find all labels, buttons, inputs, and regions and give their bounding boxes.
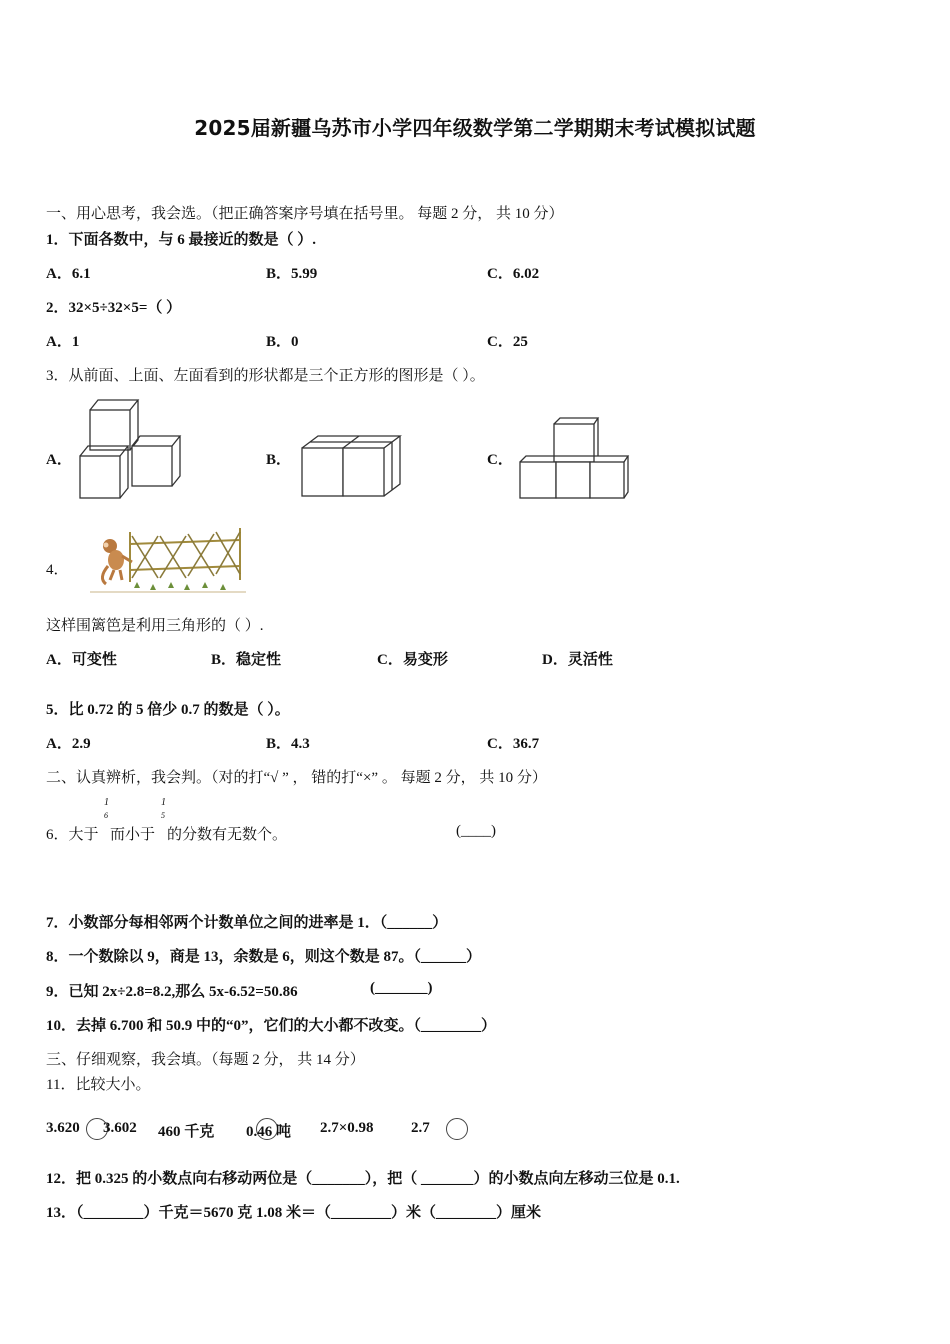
q6-fraction1-numerator: 1 xyxy=(104,797,109,808)
q2-option-b: B．0 xyxy=(266,334,299,350)
q11-c-right: 2.7 xyxy=(411,1120,430,1136)
q5-option-c: C．36.7 xyxy=(487,736,540,752)
q2-option-a: A．1 xyxy=(46,334,80,350)
q9-answer-blank[interactable]: (_______) xyxy=(370,980,433,996)
q11-b-left: 460 千克 xyxy=(158,1124,215,1140)
section1-heading: 一、用心思考，我会选。（把正确答案序号填在括号里。 每题 2 分， 共 10 分） xyxy=(46,206,564,222)
q6-fraction2-denominator: 5 xyxy=(161,811,165,820)
q1-option-c: C．6.02 xyxy=(487,266,540,282)
q11-c-left: 2.7×0.98 xyxy=(320,1120,374,1136)
q4-option-c: C．易变形 xyxy=(377,652,448,668)
q1-option-b: B．5.99 xyxy=(266,266,318,282)
section3-heading: 三、仔细观察，我会填。（每题 2 分， 共 14 分） xyxy=(46,1052,365,1068)
q4-number: 4． xyxy=(46,562,69,578)
cube-figure-b xyxy=(298,432,406,502)
q10-text: 10．去掉 6.700 和 50.9 中的“0”，它们的大小都不改变。（________） xyxy=(46,1018,497,1034)
q4-option-a: A．可变性 xyxy=(46,652,117,668)
q6-part2: 而小于 xyxy=(110,827,156,843)
q3-option-c: C． xyxy=(487,452,513,468)
q11-a-right: 3.602 xyxy=(103,1120,137,1136)
q6-answer-blank[interactable]: (____) xyxy=(456,823,496,839)
q2-option-c: C．25 xyxy=(487,334,528,350)
q3-option-b: B． xyxy=(266,452,292,468)
q6-part3: 的分数有无数个。 xyxy=(167,827,288,843)
q6-part1: 6．大于 xyxy=(46,827,99,843)
cube-figure-c xyxy=(516,416,636,502)
q11-a-left: 3.620 xyxy=(46,1120,80,1136)
q11-c-compare-circle[interactable] xyxy=(446,1118,468,1140)
q4-option-b: B．稳定性 xyxy=(211,652,282,668)
q4-option-d: D．灵活性 xyxy=(542,652,613,668)
q12-text: 12．把 0.325 的小数点向右移动两位是（_______），把（ _______）的小数点向左移动三位是 0.1. xyxy=(46,1171,680,1187)
q3-option-a: A． xyxy=(46,452,72,468)
q7-text: 7．小数部分每相邻两个计数单位之间的进率是 1．（______） xyxy=(46,915,448,931)
q13-text: 13．（________）千克＝5670 克 1.08 米＝（________）米（________）厘米 xyxy=(46,1205,542,1221)
q3-text: 3．从前面、上面、左面看到的形状都是三个正方形的图形是（ ）。 xyxy=(46,368,485,384)
q11-text: 11．比较大小。 xyxy=(46,1077,151,1093)
fence-illustration xyxy=(70,522,246,598)
q2-text: 2．32×5÷32×5=（ ） xyxy=(46,300,182,316)
q4-text: 这样围篱笆是利用三角形的（ ）. xyxy=(46,618,264,634)
q11-b-right: 0.46 吨 xyxy=(246,1124,292,1140)
q5-option-a: A．2.9 xyxy=(46,736,91,752)
cube-figure-a xyxy=(76,396,186,502)
page-title: 2025届新疆乌苏市小学四年级数学第二学期期末考试模拟试题 xyxy=(194,116,756,140)
q6-fraction1-denominator: 6 xyxy=(104,811,108,820)
q6-fraction2-numerator: 1 xyxy=(161,797,166,808)
q1-text: 1．下面各数中，与 6 最接近的数是（ ）. xyxy=(46,232,317,248)
q9-text: 9．已知 2x÷2.8=8.2,那么 5x-6.52=50.86 xyxy=(46,984,298,1000)
q8-text: 8．一个数除以 9，商是 13，余数是 6，则这个数是 87。（______） xyxy=(46,949,482,965)
section2-heading: 二、认真辨析，我会判。（对的打“√ ” ， 错的打“×” 。 每题 2 分， 共 10 分） xyxy=(46,770,547,786)
q5-text: 5．比 0.72 的 5 倍少 0.7 的数是（ ）。 xyxy=(46,702,290,718)
q1-option-a: A．6.1 xyxy=(46,266,91,282)
q5-option-b: B．4.3 xyxy=(266,736,310,752)
